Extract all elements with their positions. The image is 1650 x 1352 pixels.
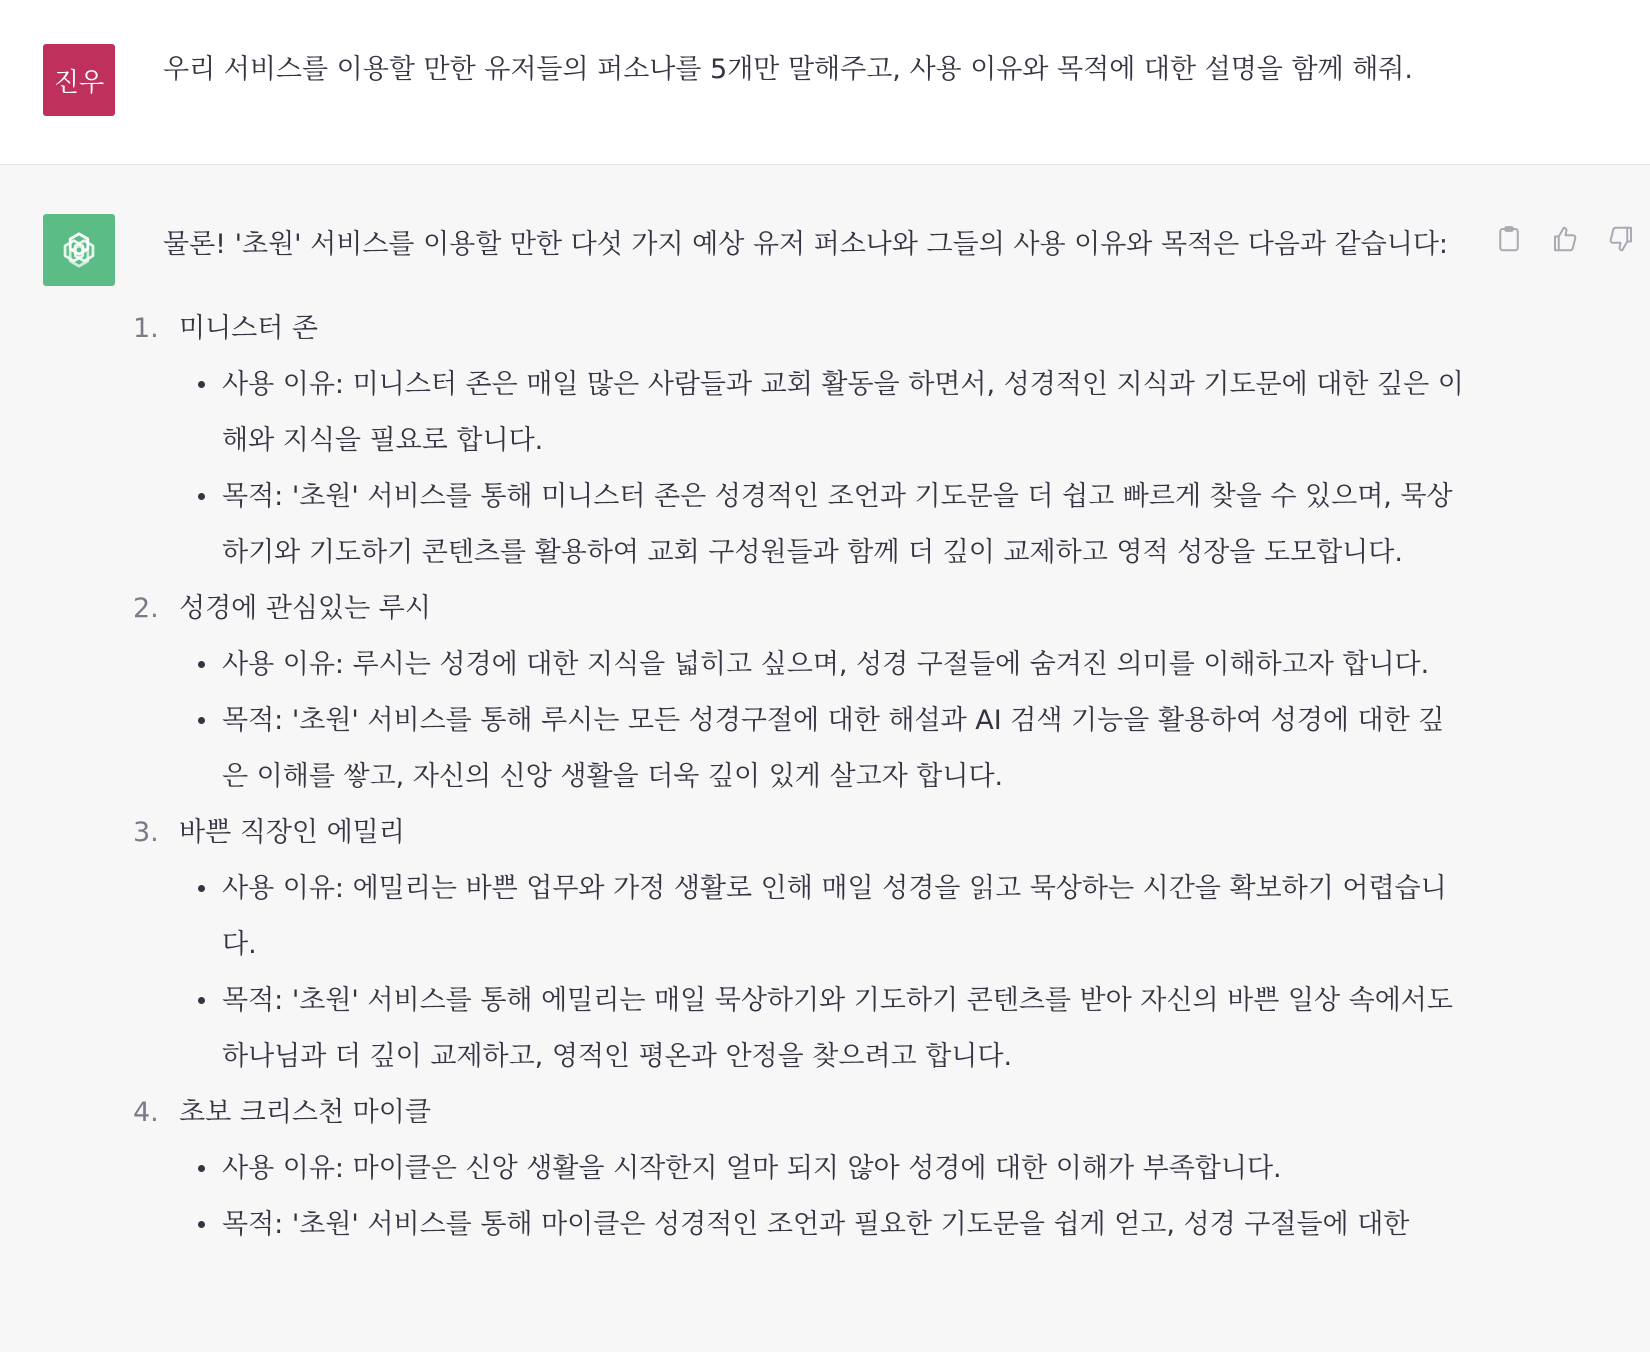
persona-reason: 사용 이유: 마이클은 신앙 생활을 시작한지 얼마 되지 않아 성경에 대한 이해가 부족합니다. (222, 1141, 1468, 1197)
openai-logo-icon (57, 228, 101, 272)
persona-item (133, 301, 1468, 581)
persona-details (179, 861, 1468, 1085)
persona-name: 성경에 관심있는 루시 (179, 593, 431, 624)
assistant-avatar (43, 214, 115, 286)
persona-item (133, 581, 1468, 805)
thumbs-down-icon (1606, 224, 1636, 254)
assistant-intro: 물론! '초원' 서비스를 이용할 만한 다섯 가지 예상 유저 퍼소나와 그들의 사용 이유와 목적은 다음과 같습니다: (163, 229, 1449, 260)
message-actions (1492, 221, 1638, 257)
clipboard-icon (1494, 224, 1524, 254)
persona-item (133, 805, 1468, 1085)
persona-number: 2. (133, 593, 159, 624)
persona-purpose: 목적: '초원' 서비스를 통해 미니스터 존은 성경적인 조언과 기도문을 더 쉽고 빠르게 찾을 수 있으며, 묵상하기와 기도하기 콘텐츠를 활용하여 교회 구성원들과 함께 더 깊이 교제하고 영적 성장을 도모합니다. (222, 469, 1468, 581)
persona-reason: 사용 이유: 미니스터 존은 매일 많은 사람들과 교회 활동을 하면서, 성경적인 지식과 기도문에 대한 깊은 이해와 지식을 필요로 합니다. (222, 357, 1468, 469)
user-avatar (43, 44, 115, 116)
persona-reason: 사용 이유: 루시는 성경에 대한 지식을 넓히고 싶으며, 성경 구절들에 숨겨진 의미를 이해하고자 합니다. (222, 637, 1468, 693)
persona-reason: 사용 이유: 에밀리는 바쁜 업무와 가정 생활로 인해 매일 성경을 읽고 묵상하는 시간을 확보하기 어렵습니다. (222, 861, 1468, 973)
persona-purpose: 목적: '초원' 서비스를 통해 에밀리는 매일 묵상하기와 기도하기 콘텐츠를 받아 자신의 바쁜 일상 속에서도 하나님과 더 깊이 교제하고, 영적인 평온과 안정을 찾으려고 합니다. (222, 973, 1468, 1085)
persona-name: 초보 크리스천 마이클 (179, 1097, 431, 1128)
user-message-text: 우리 서비스를 이용할 만한 유저들의 퍼소나를 5개만 말해주고, 사용 이유와 목적에 대한 설명을 함께 해줘. (163, 54, 1413, 85)
user-message-row (0, 0, 1650, 165)
assistant-message-row (0, 165, 1650, 1352)
persona-number: 1. (133, 313, 159, 344)
persona-number: 4. (133, 1097, 159, 1128)
persona-details (179, 357, 1468, 581)
persona-number: 3. (133, 817, 159, 848)
persona-details (179, 1141, 1468, 1253)
like-button[interactable] (1548, 221, 1582, 257)
persona-details (179, 637, 1468, 805)
user-avatar-text: 진우 (53, 67, 105, 98)
persona-purpose: 목적: '초원' 서비스를 통해 마이클은 성경적인 조언과 필요한 기도문을 쉽게 얻고, 성경 구절들에 대한 (222, 1197, 1468, 1253)
dislike-button[interactable] (1604, 221, 1638, 257)
copy-button[interactable] (1492, 221, 1526, 257)
persona-name: 미니스터 존 (179, 313, 318, 344)
assistant-message-content (133, 217, 1468, 1253)
persona-list (133, 301, 1468, 1253)
thumbs-up-icon (1550, 224, 1580, 254)
persona-name: 바쁜 직장인 에밀리 (179, 817, 405, 848)
persona-item (133, 1085, 1468, 1253)
persona-purpose: 목적: '초원' 서비스를 통해 루시는 모든 성경구절에 대한 해설과 AI 검색 기능을 활용하여 성경에 대한 깊은 이해를 쌓고, 자신의 신앙 생활을 더욱 깊이 있게 살고자 합니다. (222, 693, 1468, 805)
